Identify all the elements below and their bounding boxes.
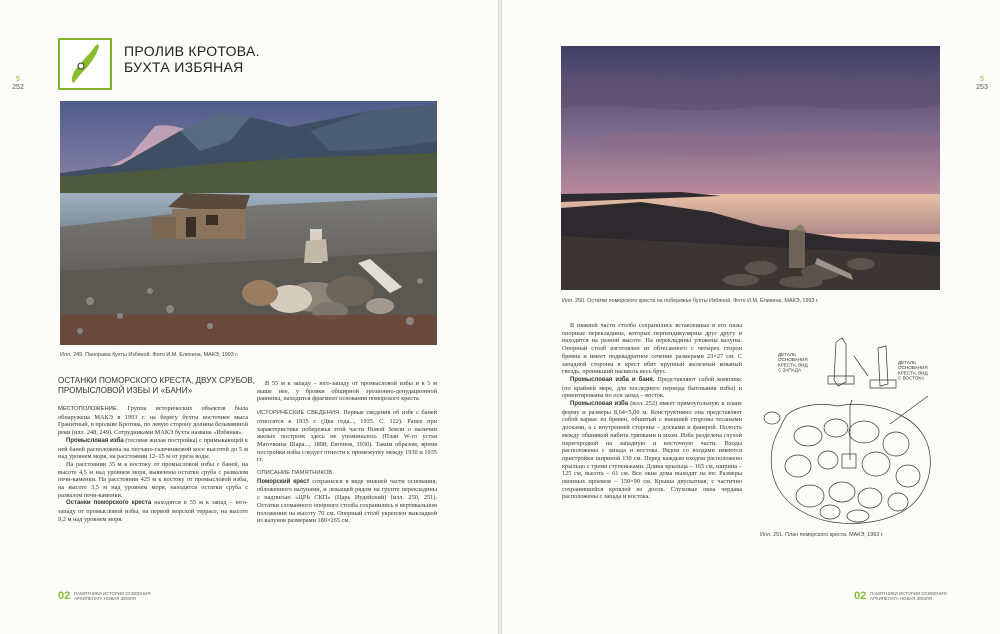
page-title: ПРОЛИВ КРОТОВА. БУХТА ИЗБЯНАЯ [124, 43, 260, 75]
page-number: 5 253 [976, 76, 988, 91]
text-column-1: МЕСТОПОЛОЖЕНИЕ. Группа исторических объектов была обнаружена МАКЭ в 1993 г. на берегу бухты восточнее мыса Гранитный, в проливе Кротова, по левую сторону долины безымянной реки (илл. 248, 249). Сотрудниками МАКЭ бухта названа «Избяная». Промысловая изба (тесовая жилая постройка) с примыкающей к ней баней расположена на песчано-галечниковой косе высотой до 5 м над уровнем моря, на расстоянии 12–15 м от уреза воды. На расстоянии 35 м к востоку от промысловой избы с баней, на высоте 4,5 м над уровнем моря, выявлены остатки сруба с развалом печи-каменки. На расстоянии 425 м к востоку от промысловой избы, на высоте 3,5 м над уровнем моря, находятся остатки сруба с развалом печи-каменки. Останки поморского креста находятся в 55 м к запад – юго-западу от промысловой избы, на первой морской террасе, на высоте 9,2 м над уровнем моря. [58, 405, 248, 523]
cross-plan-drawing [758, 336, 940, 532]
section-heading: ОСТАНКИ ПОМОРСКОГО КРЕСТА, ДВУХ СРУБОВ, ПРОМЫСЛОВОЙ ИЗБЫ И «БАНИ» [58, 376, 255, 395]
text-column-right: В нижней части столба сохранились вставленные в его пазы опорные перекладины, которые перпендикулярны друг другу и находятся на разной высоте. На перекладины уложены валуны. Опорный столб изготовлен из обтесанного с четырех сторон бревна и имеет подквадратное сечение размерами 23×27 см. С западной стороны в крест вбит крупный железный кованый гвоздь, проникший насквозь весь брус. Промысловая изба и баня. Представляют собой комплекс (по крайней мере, для последнего периода бытования избы) и ориентированы по оси запад – восток. Промысловая изба (илл. 252) имеет прямоугольную в плане форму и размеры 8,64×5,00 м. Конструктивно она представляет собой каркас из бревен, обшитый с внешней стороны тесаными досками, а с внутренней стороны – досками и фанерой. Полость между обшивкой набита тряпками и мхом. Изба разделена глухой перегородкой на западную и восточную части. Входы расположены с запада и востока. Рядом со входами имеются пристройки шириной 130 см. Перед каждым входом расположено крыльцо с тремя ступеньками. Длина крыльца – 165 см, ширина – 125 см, высота – 61 см. Все окна дома выходят на юг. Размеры оконных проемов – 150×90 см. Крыша двускатная, с частично сохранившейся кровлей из досок. Слуховые окна чердака расположены с запада и востока. [562, 322, 742, 501]
plan-caption: Илл. 251. План поморского креста. МАКЭ, 1993 г. [760, 532, 884, 538]
page-number: 5 252 [12, 76, 24, 91]
photo-caption: Илл. 250. Остатки поморского креста на побережье бухты Избяной. Фото И.М. Елихина, МАКЭ, 1993 г. [562, 298, 819, 304]
bay-panorama-photo [60, 101, 437, 345]
cross-stump [789, 224, 807, 268]
footer: 02 ПАМЯТНИКИ ИСТОРИИ ОСВОЕНИЯ АРХИПЕЛАГА НОВАЯ ЗЕМЛЯ [854, 590, 947, 602]
footer: 02 ПАМЯТНИКИ ИСТОРИИ ОСВОЕНИЯ АРХИПЕЛАГА НОВАЯ ЗЕМЛЯ [58, 590, 151, 602]
plan-label-east: ДЕТАЛЬ ОСНОВАНИЯ КРЕСТА, ВИД С ВОСТОКА [898, 360, 928, 381]
cross-remains-photo [561, 46, 940, 290]
plan-label-west: ДЕТАЛЬ ОСНОВАНИЯ КРЕСТА, ВИД С ЗАПАДА [778, 352, 808, 373]
location-map-icon [58, 38, 112, 90]
text-column-2: В 55 м к западу – юго-западу от промысловой избы и в 5 м выше нее, у бровки обширной эрозионно-денудационной равнины, находится фрагмент основания поморского креста. ИСТОРИЧЕСКИЕ СВЕДЕНИЯ. Первые сведения об избе с баней относятся к 1935 г. (Два года..., 1935. С. 122). Ранее при характеристике побережья этой части Новой Земли о наличии жилых построек здесь не упоминалось (План W-го устья Маточкина Шара..., 1898; Евгенов, 1930). Таким образом, время постройки избы следует отнести к промежутку между 1930 и 1935 гг. ОПИСАНИЕ ПАМЯТНИКОВ. Поморский крест сохранился в виде нижней части основания, обложенного валунами, и лежащей рядом на грунте перекладины с надписью «ЦРЬ СКП» (Царь Иудейский) (илл. 250, 251). Остатки сломанного опорного столба сохранились в вертикальном положении на высоту 70 см. Опорный столб укреплен выкладкой из валунов размерами 180×265 см. [257, 380, 438, 525]
left-page [0, 0, 498, 634]
photo-caption: Илл. 249. Панорама бухты Избяной. Фото И.М. Елихина, МАКЭ, 1993 г. [60, 352, 239, 358]
